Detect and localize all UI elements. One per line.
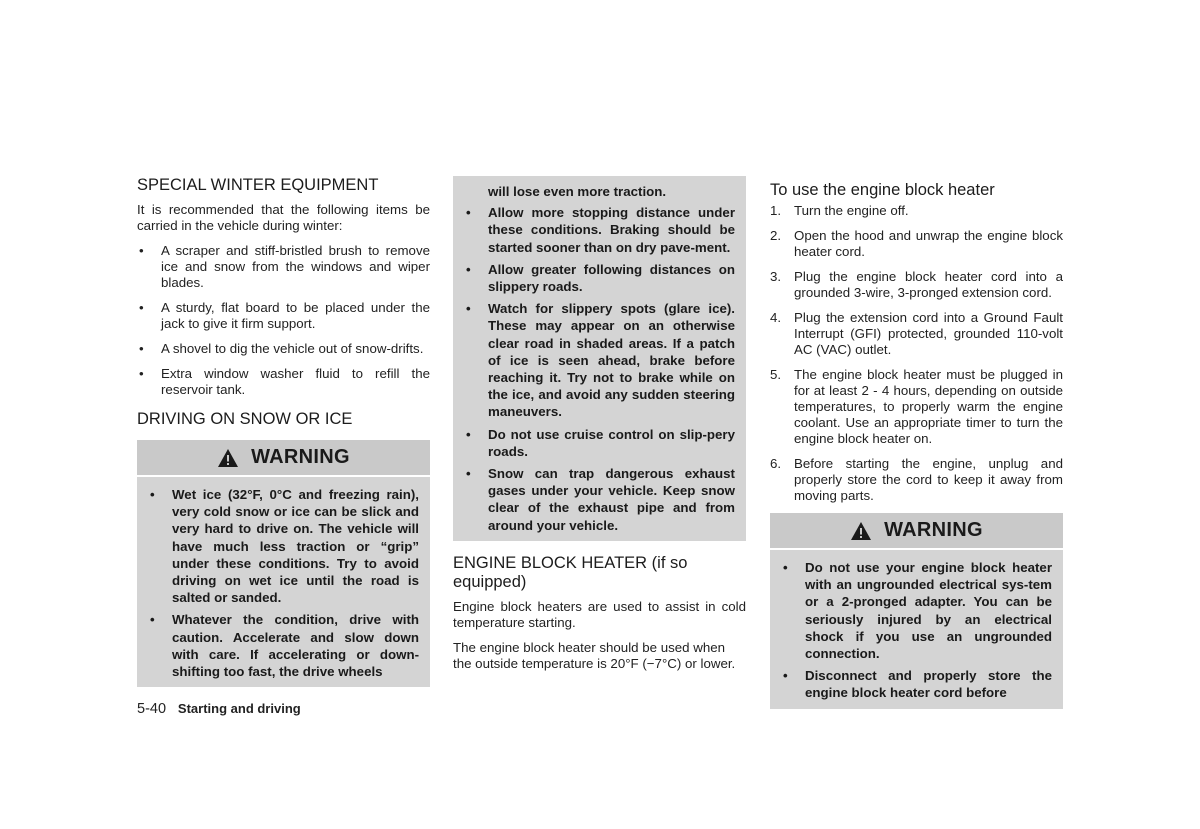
warning-box	[770, 550, 1063, 709]
list-item: • A scraper and stiff-bristled brush to remove ice and snow from the windows and wiper blades.	[139, 243, 430, 290]
step-item: 6. Before starting the engine, unplug and properly store the cord to keep it away from moving parts.	[770, 456, 1063, 503]
bullet-icon: •	[139, 243, 144, 258]
warning-box-continued	[453, 176, 746, 541]
bullet-icon: •	[783, 668, 788, 684]
warning-box	[137, 477, 430, 687]
warning-triangle-icon	[850, 521, 872, 541]
bullet-icon: •	[150, 487, 155, 502]
warning-item: • Wet ice (32°F, 0°C and freezing rain), very cold snow or ice can be slick and very hard to drive on. The vehicle will have much less traction or “grip” under these conditions. Try to avoid driving on wet ice until the road is salted or sanded.	[150, 487, 419, 606]
column-left	[137, 176, 430, 687]
warning-header	[137, 440, 430, 475]
warning-title: WARNING	[251, 446, 350, 468]
bullet-icon: •	[139, 341, 144, 356]
page-number: 5-40	[137, 701, 167, 717]
warning-continued-text: will lose even more traction.	[488, 184, 667, 199]
bullet-icon: •	[139, 300, 144, 315]
list-item: • A shovel to dig the vehicle out of snow-drifts.	[139, 341, 424, 356]
warning-triangle-icon	[217, 448, 239, 468]
warning-list	[464, 183, 735, 534]
section-title: Starting and driving	[177, 701, 301, 716]
heading-special-winter-equipment: SPECIAL WINTER EQUIPMENT	[137, 176, 379, 194]
warning-item: • Do not use cruise control on slip-pery roads.	[466, 426, 735, 459]
paragraph: The engine block heater should be used when the outside temperature is 20°F (−7°C) or lower.	[453, 639, 736, 671]
warning-item: • Whatever the condition, drive with caution. Accelerate and slow down with care. If accelerating or down-shifting too fast, the drive wheels	[150, 612, 419, 680]
step-item: 4. Plug the extension cord into a Ground Fault Interrupt (GFI) protected, grounded 110-volt AC (VAC) outlet.	[770, 310, 1063, 357]
warning-item: • Watch for slippery spots (glare ice). These may appear on an otherwise clear road in shaded areas. If a patch of ice is seen ahead, brake before reaching it. Try not to brake while on the ice, and avoid any sudden steering maneuvers.	[466, 301, 735, 420]
bullet-icon: •	[466, 261, 471, 277]
list-item: • Extra window washer fluid to refill the reservoir tank.	[139, 366, 430, 397]
paragraph: Engine block heaters are used to assist in cold temperature starting.	[453, 598, 746, 630]
warning-item: • Allow greater following distances on slippery roads.	[466, 261, 735, 295]
step-item: 5. The engine block heater must be plugged in for at least 2 - 4 hours, depending on outside temperatures, to properly warm the engine coolant. Use an appropriate timer to turn the engine block heater on.	[770, 367, 1063, 446]
heading-engine-block-heater: ENGINE BLOCK HEATER (if so equipped)	[453, 553, 688, 591]
warning-header	[770, 513, 1063, 548]
equipment-list	[137, 243, 430, 398]
page-footer	[137, 700, 301, 717]
warning-item: • Allow more stopping distance under these conditions. Braking should be started sooner than on dry pave-ment.	[466, 205, 735, 255]
bullet-icon: •	[783, 560, 788, 575]
step-item: 1. Turn the engine off.	[770, 203, 909, 218]
warning-title: WARNING	[884, 519, 983, 541]
column-middle	[453, 176, 746, 681]
warning-list	[148, 486, 419, 680]
column-right	[770, 176, 1063, 709]
warning-item: • Snow can trap dangerous exhaust gases under your vehicle. Keep snow clear of the exhaust pipe and from around your vehicle.	[466, 466, 735, 533]
bullet-icon: •	[466, 301, 471, 317]
heading-driving-on-snow: DRIVING ON SNOW OR ICE	[137, 410, 353, 428]
bullet-icon: •	[466, 205, 471, 221]
heading-use-engine-block-heater: To use the engine block heater	[770, 181, 995, 199]
bullet-icon: •	[150, 612, 155, 628]
warning-item: • Do not use your engine block heater with an ungrounded electrical sys-tem or a 2-pronged adapter. You can be seriously injured by an electrical shock if you use an ungrounded connection.	[783, 560, 1052, 662]
bullet-icon: •	[139, 366, 144, 381]
warning-list	[781, 559, 1052, 702]
bullet-icon: •	[466, 426, 471, 442]
intro-paragraph: It is recommended that the following items be carried in the vehicle during winter:	[137, 202, 430, 233]
step-item: 2. Open the hood and unwrap the engine block heater cord.	[770, 228, 1063, 259]
warning-item: • Disconnect and properly store the engine block heater cord before	[783, 668, 1052, 701]
list-item: • A sturdy, flat board to be placed under the jack to give it firm support.	[139, 300, 430, 331]
steps-list	[770, 203, 1063, 504]
step-item: 3. Plug the engine block heater cord into a grounded 3-wire, 3-pronged extension cord.	[770, 269, 1063, 300]
bullet-icon: •	[466, 466, 471, 482]
